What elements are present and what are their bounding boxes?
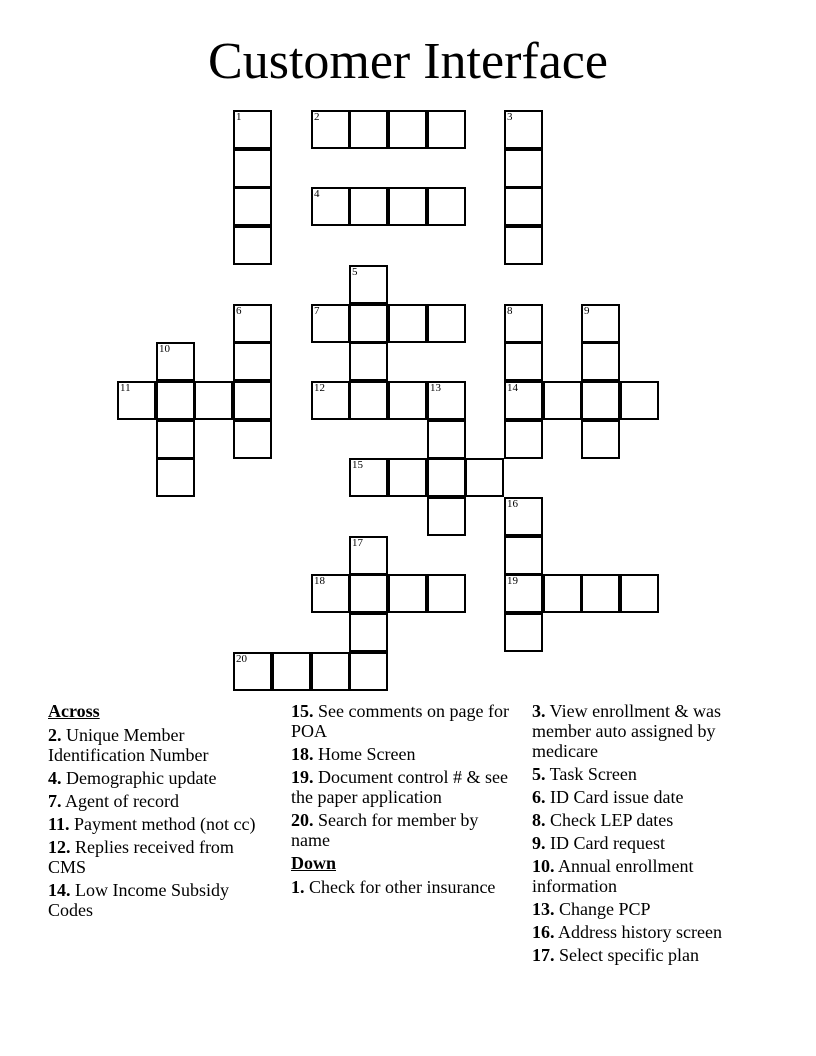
clue-text: Replies received from CMS bbox=[48, 837, 234, 877]
grid-cell[interactable] bbox=[504, 381, 543, 420]
cell-number: 5 bbox=[352, 266, 358, 278]
clue-text: Agent of record bbox=[61, 791, 179, 811]
clue-item bbox=[532, 764, 764, 784]
clue-text: View enrollment & was member auto assigned by medicare bbox=[532, 701, 722, 761]
grid-cell[interactable] bbox=[504, 304, 543, 343]
grid-cell[interactable] bbox=[311, 110, 350, 149]
clue-item bbox=[48, 837, 270, 877]
clue-number: 20. bbox=[291, 810, 314, 830]
grid-cell[interactable] bbox=[581, 574, 620, 613]
grid-cell[interactable] bbox=[311, 574, 350, 613]
grid-cell[interactable] bbox=[581, 381, 620, 420]
clue-text: Check for other insurance bbox=[304, 877, 496, 897]
clue-text: Check LEP dates bbox=[545, 810, 674, 830]
grid-cell[interactable] bbox=[388, 110, 427, 149]
grid-cell[interactable] bbox=[194, 381, 233, 420]
cell-number: 8 bbox=[507, 305, 513, 317]
grid-cell[interactable] bbox=[504, 149, 543, 188]
clue-number: 5. bbox=[532, 764, 546, 784]
clue-item bbox=[532, 922, 764, 942]
grid-cell[interactable] bbox=[427, 574, 466, 613]
clue-item bbox=[48, 814, 270, 834]
clue-item bbox=[291, 701, 515, 741]
grid-cell[interactable] bbox=[388, 187, 427, 226]
grid-cell[interactable] bbox=[465, 458, 504, 497]
clue-text: Payment method (not cc) bbox=[69, 814, 256, 834]
grid-cell[interactable] bbox=[504, 342, 543, 381]
grid-cell[interactable] bbox=[349, 613, 388, 652]
across-clue-list-continued bbox=[291, 701, 515, 850]
grid-cell[interactable] bbox=[581, 342, 620, 381]
clue-item bbox=[532, 701, 764, 761]
grid-cell[interactable] bbox=[349, 304, 388, 343]
grid-cell[interactable] bbox=[156, 381, 195, 420]
grid-cell[interactable] bbox=[233, 187, 272, 226]
grid-cell[interactable] bbox=[388, 574, 427, 613]
grid-cell[interactable] bbox=[233, 110, 272, 149]
grid-cell[interactable] bbox=[620, 381, 659, 420]
clue-number: 14. bbox=[48, 880, 71, 900]
cell-number: 16 bbox=[507, 498, 518, 510]
grid-cell[interactable] bbox=[543, 574, 582, 613]
grid-cell[interactable] bbox=[620, 574, 659, 613]
across-clues-column-1 bbox=[48, 701, 270, 923]
cell-number: 12 bbox=[314, 382, 325, 394]
clue-number: 3. bbox=[532, 701, 546, 721]
grid-cell[interactable] bbox=[349, 536, 388, 575]
clue-text: Annual enrollment information bbox=[532, 856, 694, 896]
clue-item bbox=[532, 945, 764, 965]
clue-number: 7. bbox=[48, 791, 62, 811]
down-clue-list bbox=[291, 877, 515, 897]
across-clue-list bbox=[48, 725, 270, 920]
cell-number: 3 bbox=[507, 111, 513, 123]
grid-cell[interactable] bbox=[388, 304, 427, 343]
clue-text: Select specific plan bbox=[554, 945, 699, 965]
across-heading: Across bbox=[48, 701, 100, 721]
grid-cell[interactable] bbox=[504, 497, 543, 536]
down-clues-column-3 bbox=[532, 701, 764, 968]
cell-number: 19 bbox=[507, 575, 518, 587]
clue-text: See comments on page for POA bbox=[291, 701, 509, 741]
cell-number: 9 bbox=[584, 305, 590, 317]
grid-cell[interactable] bbox=[156, 342, 195, 381]
grid-cell[interactable] bbox=[117, 381, 156, 420]
grid-cell[interactable] bbox=[504, 613, 543, 652]
clue-text: ID Card request bbox=[545, 833, 665, 853]
clue-number: 11. bbox=[48, 814, 70, 834]
clue-number: 12. bbox=[48, 837, 71, 857]
grid-cell[interactable] bbox=[311, 652, 350, 691]
grid-cell[interactable] bbox=[349, 187, 388, 226]
grid-cell[interactable] bbox=[156, 420, 195, 459]
down-heading: Down bbox=[291, 853, 337, 873]
cell-number: 14 bbox=[507, 382, 518, 394]
grid-cell[interactable] bbox=[233, 420, 272, 459]
cell-number: 2 bbox=[314, 111, 320, 123]
clue-text: Search for member by name bbox=[291, 810, 479, 850]
down-clue-list-continued bbox=[532, 701, 764, 965]
clue-item bbox=[532, 787, 764, 807]
grid-cell[interactable] bbox=[349, 110, 388, 149]
grid-cell[interactable] bbox=[272, 652, 311, 691]
clue-item bbox=[291, 877, 515, 897]
grid-cell[interactable] bbox=[349, 381, 388, 420]
clue-number: 2. bbox=[48, 725, 62, 745]
grid-cell[interactable] bbox=[427, 458, 466, 497]
clue-text: Home Screen bbox=[313, 744, 416, 764]
clue-number: 15. bbox=[291, 701, 314, 721]
grid-cell[interactable] bbox=[349, 342, 388, 381]
clue-number: 4. bbox=[48, 768, 62, 788]
grid-cell[interactable] bbox=[581, 304, 620, 343]
grid-cell[interactable] bbox=[233, 149, 272, 188]
clue-item bbox=[532, 856, 764, 896]
grid-cell[interactable] bbox=[233, 381, 272, 420]
grid-cell[interactable] bbox=[156, 458, 195, 497]
grid-cell[interactable] bbox=[504, 110, 543, 149]
grid-cell[interactable] bbox=[311, 304, 350, 343]
clue-item bbox=[532, 810, 764, 830]
cell-number: 15 bbox=[352, 459, 363, 471]
clue-text: Unique Member Identification Number bbox=[48, 725, 209, 765]
clue-item bbox=[532, 899, 764, 919]
grid-cell[interactable] bbox=[427, 304, 466, 343]
grid-cell[interactable] bbox=[427, 497, 466, 536]
grid-cell[interactable] bbox=[349, 458, 388, 497]
page-title: Customer Interface bbox=[208, 33, 608, 90]
grid-cell[interactable] bbox=[504, 420, 543, 459]
grid-cell[interactable] bbox=[349, 265, 388, 304]
clue-item bbox=[532, 833, 764, 853]
grid-cell[interactable] bbox=[543, 381, 582, 420]
grid-cell[interactable] bbox=[233, 652, 272, 691]
clue-number: 18. bbox=[291, 744, 314, 764]
cell-number: 20 bbox=[236, 653, 247, 665]
clue-number: 16. bbox=[532, 922, 555, 942]
clue-item bbox=[291, 767, 515, 807]
clue-item bbox=[48, 880, 270, 920]
clue-text: Demographic update bbox=[61, 768, 217, 788]
grid-cell[interactable] bbox=[388, 381, 427, 420]
grid-cell[interactable] bbox=[504, 226, 543, 265]
grid-cell[interactable] bbox=[504, 536, 543, 575]
clues-column-2 bbox=[291, 701, 515, 900]
grid-cell[interactable] bbox=[504, 187, 543, 226]
cell-number: 11 bbox=[120, 382, 131, 394]
grid-cell[interactable] bbox=[504, 574, 543, 613]
clue-number: 19. bbox=[291, 767, 314, 787]
clue-item bbox=[48, 791, 270, 811]
clue-item bbox=[291, 810, 515, 850]
clue-number: 17. bbox=[532, 945, 555, 965]
clue-item bbox=[291, 744, 515, 764]
clue-text: Low Income Subsidy Codes bbox=[48, 880, 229, 920]
clue-text: Address history screen bbox=[554, 922, 722, 942]
clue-text: Task Screen bbox=[545, 764, 637, 784]
clue-number: 10. bbox=[532, 856, 555, 876]
cell-number: 6 bbox=[236, 305, 242, 317]
clue-text: Change PCP bbox=[554, 899, 651, 919]
clue-number: 13. bbox=[532, 899, 555, 919]
clue-number: 6. bbox=[532, 787, 546, 807]
cell-number: 13 bbox=[430, 382, 441, 394]
clue-number: 1. bbox=[291, 877, 305, 897]
grid-cell[interactable] bbox=[427, 187, 466, 226]
grid-cell[interactable] bbox=[349, 652, 388, 691]
cell-number: 1 bbox=[236, 111, 242, 123]
grid-cell[interactable] bbox=[349, 574, 388, 613]
clue-text: Document control # & see the paper application bbox=[291, 767, 508, 807]
cell-number: 7 bbox=[314, 305, 320, 317]
grid-cell[interactable] bbox=[311, 381, 350, 420]
clue-number: 9. bbox=[532, 833, 546, 853]
cell-number: 10 bbox=[159, 343, 170, 355]
grid-cell[interactable] bbox=[233, 304, 272, 343]
grid-cell[interactable] bbox=[427, 420, 466, 459]
clue-text: ID Card issue date bbox=[545, 787, 684, 807]
clue-number: 8. bbox=[532, 810, 546, 830]
grid-cell[interactable] bbox=[233, 226, 272, 265]
grid-cell[interactable] bbox=[427, 110, 466, 149]
clue-item bbox=[48, 725, 270, 765]
grid-cell[interactable] bbox=[388, 458, 427, 497]
grid-cell[interactable] bbox=[311, 187, 350, 226]
grid-cell[interactable] bbox=[427, 381, 466, 420]
clue-item bbox=[48, 768, 270, 788]
grid-cell[interactable] bbox=[581, 420, 620, 459]
cell-number: 17 bbox=[352, 537, 363, 549]
grid-cell[interactable] bbox=[233, 342, 272, 381]
cell-number: 18 bbox=[314, 575, 325, 587]
cell-number: 4 bbox=[314, 188, 320, 200]
